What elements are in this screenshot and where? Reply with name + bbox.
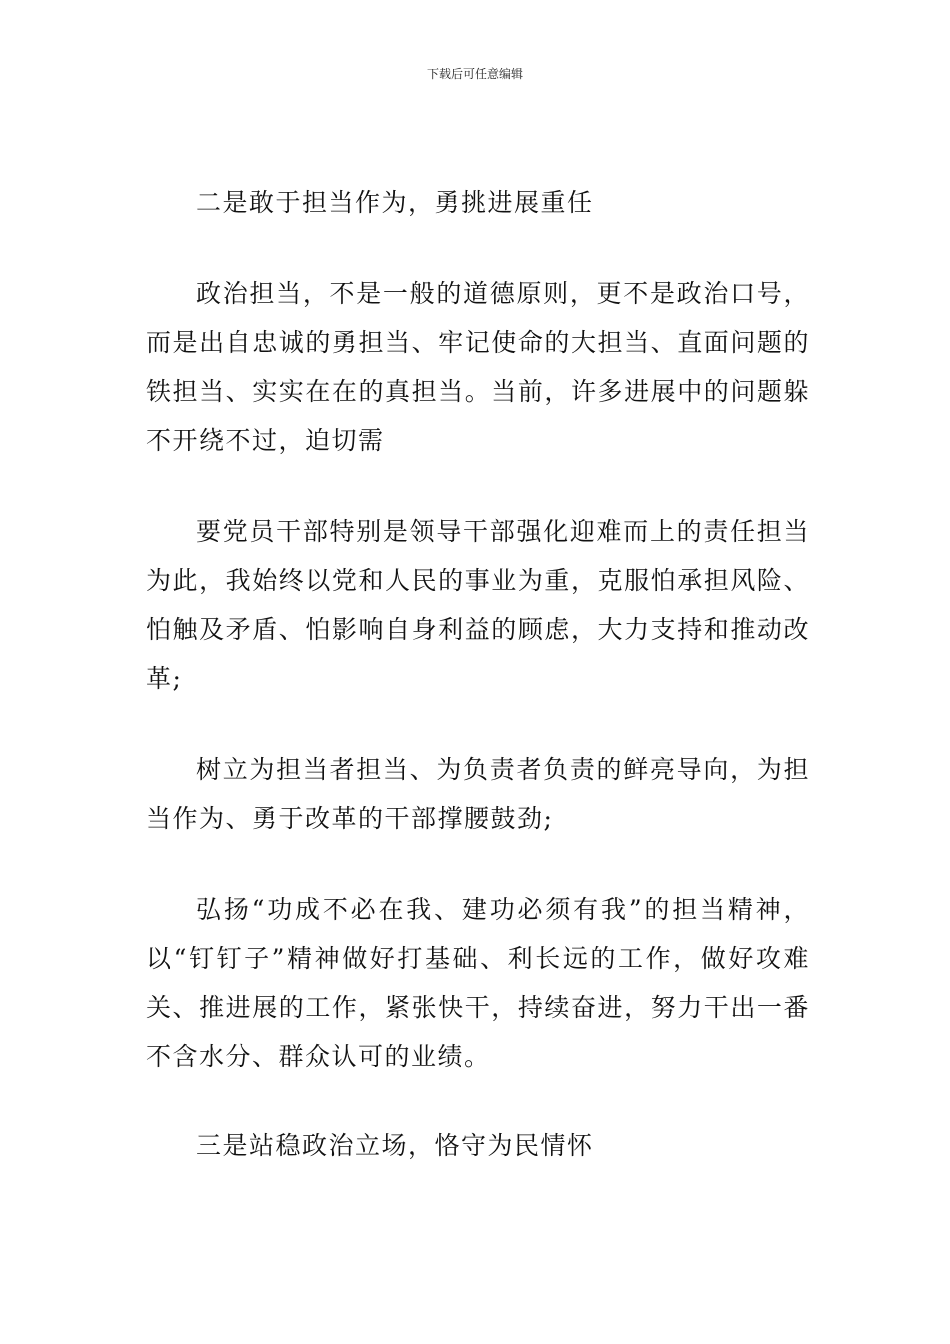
paragraph: 弘扬“功成不必在我、建功必须有我”的担当精神，以“钉钉子”精神做好打基础、利长远的工作，做好攻难关、推进展的工作，紧张快干，持续奋进，努力干出一番不含水分、群众认可的业绩。 [146, 895, 810, 1071]
paragraph: 政治担当，不是一般的道德原则，更不是政治口号，而是出自忠诚的勇担当、牢记使命的大担当、直面问题的铁担当、实实在在的真担当。当前，许多进展中的问题躲不开绕不过，迫切需 [146, 279, 810, 455]
section-heading-three: 三是站稳政治立场，恪守为民情怀 [196, 1131, 594, 1160]
section-heading-two: 二是敢于担当作为，勇挑进展重任 [196, 188, 594, 217]
paragraph: 要党员干部特别是领导干部强化迎难而上的责任担当为此，我始终以党和人民的事业为重，克服怕承担风险、怕触及矛盾、怕影响自身利益的顾虑，大力支持和推动改革; [146, 517, 810, 693]
document-body [146, 178, 810, 1170]
paragraph: 树立为担当者担当、为负责者负责的鲜亮导向，为担当作为、勇于改革的干部撑腰鼓劲; [146, 755, 810, 833]
page-header-note: 下载后可任意编辑 [426, 67, 523, 81]
